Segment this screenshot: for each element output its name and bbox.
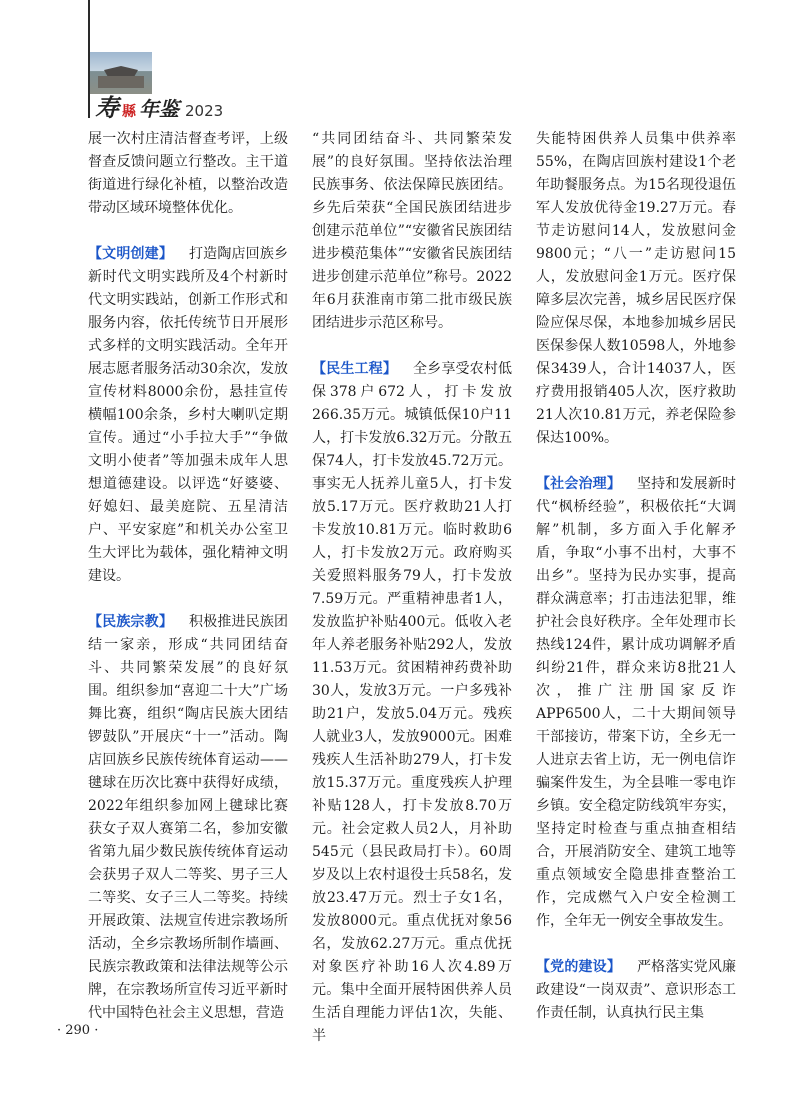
paragraph [88,128,288,220]
building-roof-shape [104,66,138,76]
section-tag: 【民族宗教】 [88,614,173,630]
section-paragraph [312,358,512,1048]
paragraph-text: “共同团结奋斗、共同繁荣发展”的良好氛围。坚持依法治理民族事务、依法保障民族团结。乡先后荣获“全国民族团结进步创建示范单位”“安徽省民族团结进步模范集体”“安徽省民族团结进步创建示范单位”称号。2022年6月获淮南市第二批市级民族团结进步示范区称号。 [312,131,512,331]
text-column-3 [536,128,736,1048]
text-column-1 [88,128,288,1048]
paragraph-text: 展一次村庄清洁督查考评，上级督查反馈问题立行整改。主干道街道进行绿化补植，以整治改造带动区域环境整体优化。 [88,131,288,216]
section-paragraph [88,243,288,588]
paragraph [536,128,736,450]
section-tag: 【文明创建】 [88,246,173,262]
section-paragraph [536,956,736,1025]
paragraph-text: 打造陶店回族乡新时代文明实践所及4个村新时代文明实践站，创新工作形式和服务内容，依托传统节日开展形式多样的文明实践活动。全年开展志愿者服务活动30余次，发放宣传材料8000余份，悬挂宣传横幅100余条，乡村大喇叭定期宣传。通过“小手拉大手”“争做文明小使者”等加强未成年人思想道德建设。以评选“好婆婆、好媳妇、最美庭院、五星清洁户、平安家庭”和机关办公室卫生大评比为载体，强化精神文明建设。 [88,246,288,584]
building-wall-shape [98,76,144,88]
brand-char-1: 寿 [95,93,119,122]
paragraph-text: 严格落实党风廉政建设“一岗双责”、意识形态工作责任制，认真执行民主集 [536,959,736,1021]
section-tag: 【党的建设】 [536,959,621,975]
section-paragraph [536,473,736,933]
section-tag: 【民生工程】 [312,361,397,377]
yearbook-brand [95,88,224,122]
yearbook-year: 2023 [185,102,224,120]
paragraph-text: 积极推进民族团结一家亲，形成“共同团结奋斗、共同繁荣发展”的良好氛围。组织参加“喜迎二十大”广场舞比赛，组织“陶店民族大团结锣鼓队”开展庆“十一”活动。陶店回族乡民族传统体育运动——毽球在历次比赛中获得好成绩，2022年组织参加网上毽球比赛获女子双人赛第二名，参加安徽省第九届少数民族传统体育运动会获男子双人二等奖、男子三人二等奖、女子三人二等奖。持续开展政策、法规宣传进宗教场所活动，全乡宗教场所制作墙画、民族宗教政策和法律法规等公示牌，在宗教场所宣传习近平新时代中国特色社会主义思想，营造 [88,614,288,1021]
paragraph-text: 失能特困供养人员集中供养率55%，在陶店回族村建设1个老年助餐服务点。为15名现役退伍军人发放优待金19.27万元。春节走访慰问14人，发放慰问金9800元；“八一”走访慰问15人，发放慰问金1万元。医疗保障多层次完善，城乡居民医疗保险应保尽保，本地参加城乡居民医保参保人数10598人，外地参保3439人，合计14037人，医疗费用报销405人次，医疗救助21人次10.81万元，养老保险参保达100%。 [536,131,736,446]
text-column-2 [312,128,512,1071]
brand-char-2: 年鉴 [139,97,179,121]
brand-seal: 縣 [122,104,136,120]
paragraph-text: 坚持和发展新时代“枫桥经验”，积极依托“大调解”机制，多方面入手化解矛盾，争取“小事不出村，大事不出乡”。坚持为民办实事，提高群众满意率；打击违法犯罪，维护社会良好秩序。全年处理市长热线124件，累计成功调解矛盾纠纷21件，群众来访8批21人次，推广注册国家反诈APP6500人，二十大期间领导干部接访，带案下访，全乡无一人进京去省上访，无一例电信诈骗案件发生，为全县唯一零电诈乡镇。安全稳定防线筑牢夯实，坚持定时检查与重点抽查相结合，开展消防安全、建筑工地等重点领域安全隐患排查整治工作，完成燃气入户安全检测工作，全年无一例安全事故发生。 [536,476,736,929]
page-number: · 290 · [57,1023,99,1038]
paragraph-text: 全乡享受农村低保378户672人，打卡发放266.35万元。城镇低保10户11人，打卡发放6.32万元。分散五保74人，打卡发放45.72万元。事实无人抚养儿童5人，打卡发放5.17万元。医疗救助21人打卡发放10.81万元。临时救助6人，打卡发放2万元。政府购买关爱照料服务79人，打卡发放7.59万元。严重精神患者1人，发放监护补贴400元。低收入老年人养老服务补贴292人，发放11.53万元。贫困精神药费补助30人，发放3万元。一户多残补助21户，发放5.04万元。残疾人就业3人，发放9000元。困难残疾人生活补助279人，打卡发放15.37万元。重度残疾人护理补贴128人，打卡发放8.70万元。社会定救人员2人，月补助545元（县民政局打卡）。60周岁及以上农村退役士兵58名，发放23.47万元。烈士子女1名，发放8000元。重点优抚对象56名，发放62.27万元。重点优抚对象医疗补助16人次4.89万元。集中全面开展特困供养人员生活自理能力评估1次，失能、半 [312,361,512,1044]
section-paragraph [88,611,288,1025]
section-tag: 【社会治理】 [536,476,621,492]
paragraph [312,128,512,335]
